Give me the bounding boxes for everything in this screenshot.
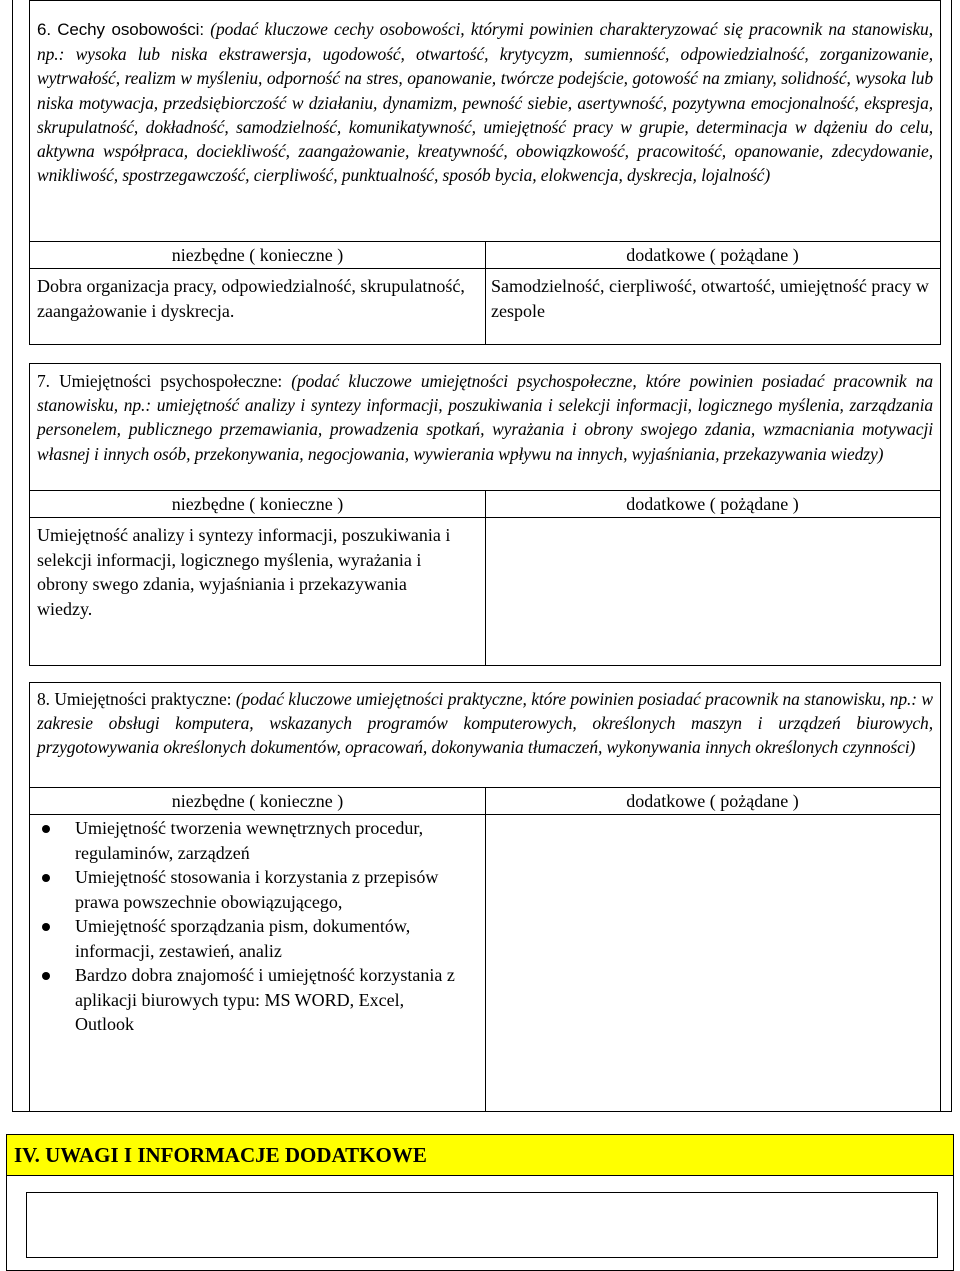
- section-6-desired-text: Samodzielność, cierpliwość, otwartość, umiejętność pracy w zespole: [491, 276, 929, 321]
- list-item: Umiejętność sporządzania pism, dokumentów, informacji, zestawień, analiz: [40, 914, 460, 963]
- bullet-icon: [42, 972, 50, 980]
- section-7-description: [30, 369, 940, 491]
- section-7-column-divider: [485, 490, 486, 665]
- section-8-lead: (podać kluczowe umiejętności praktyczne, które powinien posiadać pracownik na stanowisku, np.: [235, 689, 912, 709]
- section-personality-traits: [29, 0, 941, 345]
- list-item: Umiejętność stosowania i korzystania z przepisów prawa powszechnie obowiązującego,: [40, 865, 460, 914]
- section-iv-content-box[interactable]: [26, 1192, 938, 1258]
- section-6-title: Cechy osobowości:: [57, 20, 204, 39]
- section-6-number: 6.: [37, 20, 51, 39]
- desired-header: dodatkowe ( pożądane ): [626, 245, 799, 265]
- section-6-description: [30, 17, 940, 241]
- required-header: niezbędne ( konieczne ): [171, 245, 344, 265]
- bullet-icon: [42, 825, 50, 833]
- list-item: Umiejętność tworzenia wewnętrznych procedur, regulaminów, zarządzeń: [40, 816, 460, 865]
- bullet-icon: [42, 874, 50, 882]
- section-8-number: 8.: [37, 689, 50, 709]
- section-8-title: Umiejętności praktyczne:: [54, 689, 232, 709]
- section-6-column-divider: [485, 241, 486, 344]
- section-iv-title: IV. UWAGI I INFORMACJE DODATKOWE: [6, 1134, 954, 1176]
- section-6-lead: (podać kluczowe cechy osobowości, którymi powinien charakteryzować się pracownik na stanowisku, np.: [37, 19, 933, 65]
- section-8-examples: : w zakresie obsługi komputera, wskazanych programów komputerowych, określonych maszyn i urządzeń biurowych, przygotowywania określonych dokumentów, opracowań, dokonywania tłumaczeń, wykonywania innych określonych czynności): [37, 689, 933, 758]
- list-item: Bardzo dobra znajomość i umiejętność korzystania z aplikacji biurowych typu: MS WORD, Excel, Outlook: [40, 963, 460, 1037]
- section-7-required-text: Umiejętność analizy i syntezy informacji, poszukiwania i selekcji informacji, logicznego myślenia, wyrażania i obrony swego zdania, wyjaśniania i przekazywania wiedzy.: [37, 525, 451, 619]
- bullet-icon: [42, 923, 50, 931]
- required-header: niezbędne ( konieczne ): [171, 494, 344, 514]
- desired-header: dodatkowe ( pożądane ): [626, 791, 799, 811]
- section-7-number: 7.: [37, 371, 50, 391]
- section-7-title: Umiejętności psychospołeczne:: [59, 371, 283, 391]
- section-6-required-text: Dobra organizacja pracy, odpowiedzialność, skrupulatność, zaangażowanie i dyskrecja.: [37, 276, 465, 321]
- desired-header: dodatkowe ( pożądane ): [626, 494, 799, 514]
- required-header: niezbędne ( konieczne ): [171, 791, 344, 811]
- section-7-examples: : umiejętność analizy i syntezy informacji, poszukiwania i selekcji informacji, logicznego myślenia, zarządzania personelem, publicznego przemawiania, prowadzenia spotkań, wyrażania i obrony swojego zdania, wzmacniania motywacji własnej i innych osób, przekonywania, negocjowania, wywierania wpływu na innych, wyjaśniania, przekazywania wiedzy): [37, 395, 933, 464]
- section-7-lead: (podać kluczowe umiejętności psychospołeczne, które powinien posiadać pracownik na stanowisku, np.: [37, 371, 934, 416]
- section-6-examples: : wysoka lub niska ekstrawersja, ugodowość, otwartość, krytycyzm, sumienność, odpowiedzialność, zorganizowanie, wytrwałość, realizm w myśleniu, odporność na stres, opanowanie, twórcze podejście, gotowość na zmiany, solidność, wysoka lub niska motywacja, przedsiębiorczość w działaniu, dynamizm, pewność siebie, asertywność, pozytywna emocjonalność, ekspresja, skrupulatność, dokładność, samodzielność, komunikatywność, umiejętność pracy w grupie, determinacja w dążeniu do celu, aktywna współpraca, dociekliwość, zaangażowanie, kreatywność, obowiązkowość, pracowitość, opanowanie, zdecydowanie, wnikliwość, spostrzegawczość, cierpliwość, punktualność, sposób bycia, elokwencja, dyskrecja, lojalność): [37, 44, 933, 186]
- section-psychosocial-skills: [29, 363, 941, 666]
- section-8-column-divider: [485, 787, 486, 1111]
- section-8-required-list: [40, 816, 460, 1037]
- section-8-description: [30, 687, 940, 787]
